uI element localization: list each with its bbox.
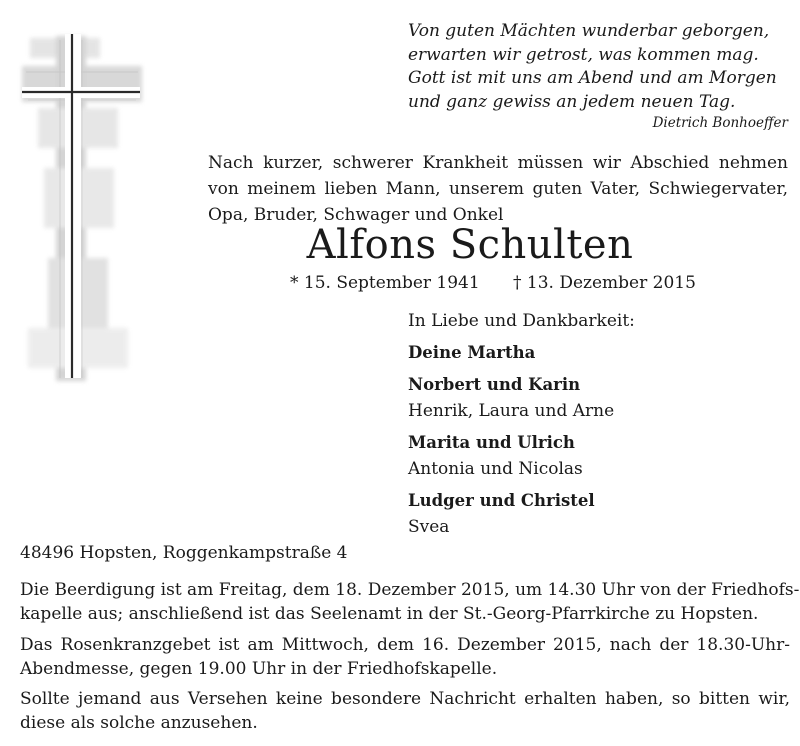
address: 48496 Hopsten, Roggenkampstraße 4 [20,543,348,563]
intro-text [208,150,788,228]
paragraph-line: Das Rosenkranzgebet ist am Mittwoch, dem 16. Dezember 2015, nach der 18.30-Uhr- [20,635,790,655]
poem-line: erwarten wir getrost, was kommen mag. [408,44,759,65]
poem-line: Gott ist mit uns am Abend und am Morgen [408,68,777,88]
intro-line: Opa, Bruder, Schwager und Onkel [208,205,504,225]
rosary-info [20,633,790,681]
family-names: Marita und Ulrich [408,433,575,452]
deceased-name: Alfons Schulten [306,222,634,268]
paragraph-line: Abendmesse, gegen 19.00 Uhr in der Friedhofskapelle. [20,659,498,679]
birth-date: * 15. September 1941 [290,273,480,293]
family-names: Norbert und Karin [408,375,581,394]
family-list [408,308,635,540]
intro-line: von meinem lieben Mann, unserem guten Vater, Schwiegervater, [208,179,788,199]
paragraph-line: diese als solche anzusehen. [20,713,258,733]
family-children: Svea [408,517,450,537]
poem-line: und ganz gewiss an jedem neuen Tag. [408,91,736,112]
cross-image [8,28,148,388]
family-children: Antonia und Nicolas [408,459,583,479]
family-names: Deine Martha [408,343,536,362]
notice-info [20,687,790,735]
death-date: † 13. Dezember 2015 [513,273,696,293]
paragraph-line: kapelle aus; anschließend ist das Seelenamt in der St.-Georg-Pfarrkirche zu Hopsten. [20,604,759,624]
family-names: Ludger und Christel [408,491,595,510]
funeral-info [20,578,800,626]
poem-line: Von guten Mächten wunderbar geborgen, [408,21,770,41]
paragraph-line: Sollte jemand aus Versehen keine besondere Nachricht erhalten haben, so bitten wir, [20,689,790,709]
cross-icon [8,28,148,388]
intro-line: Nach kurzer, schwerer Krankheit müssen wir Abschied nehmen [208,153,788,173]
paragraph-line: Die Beerdigung ist am Freitag, dem 18. Dezember 2015, um 14.30 Uhr von der Friedhofs- [20,580,800,600]
family-heading: In Liebe und Dankbarkeit: [408,311,635,331]
poem-author: Dietrich Bonhoeffer [652,115,788,131]
poem [408,20,788,114]
family-children: Henrik, Laura und Arne [408,401,615,421]
